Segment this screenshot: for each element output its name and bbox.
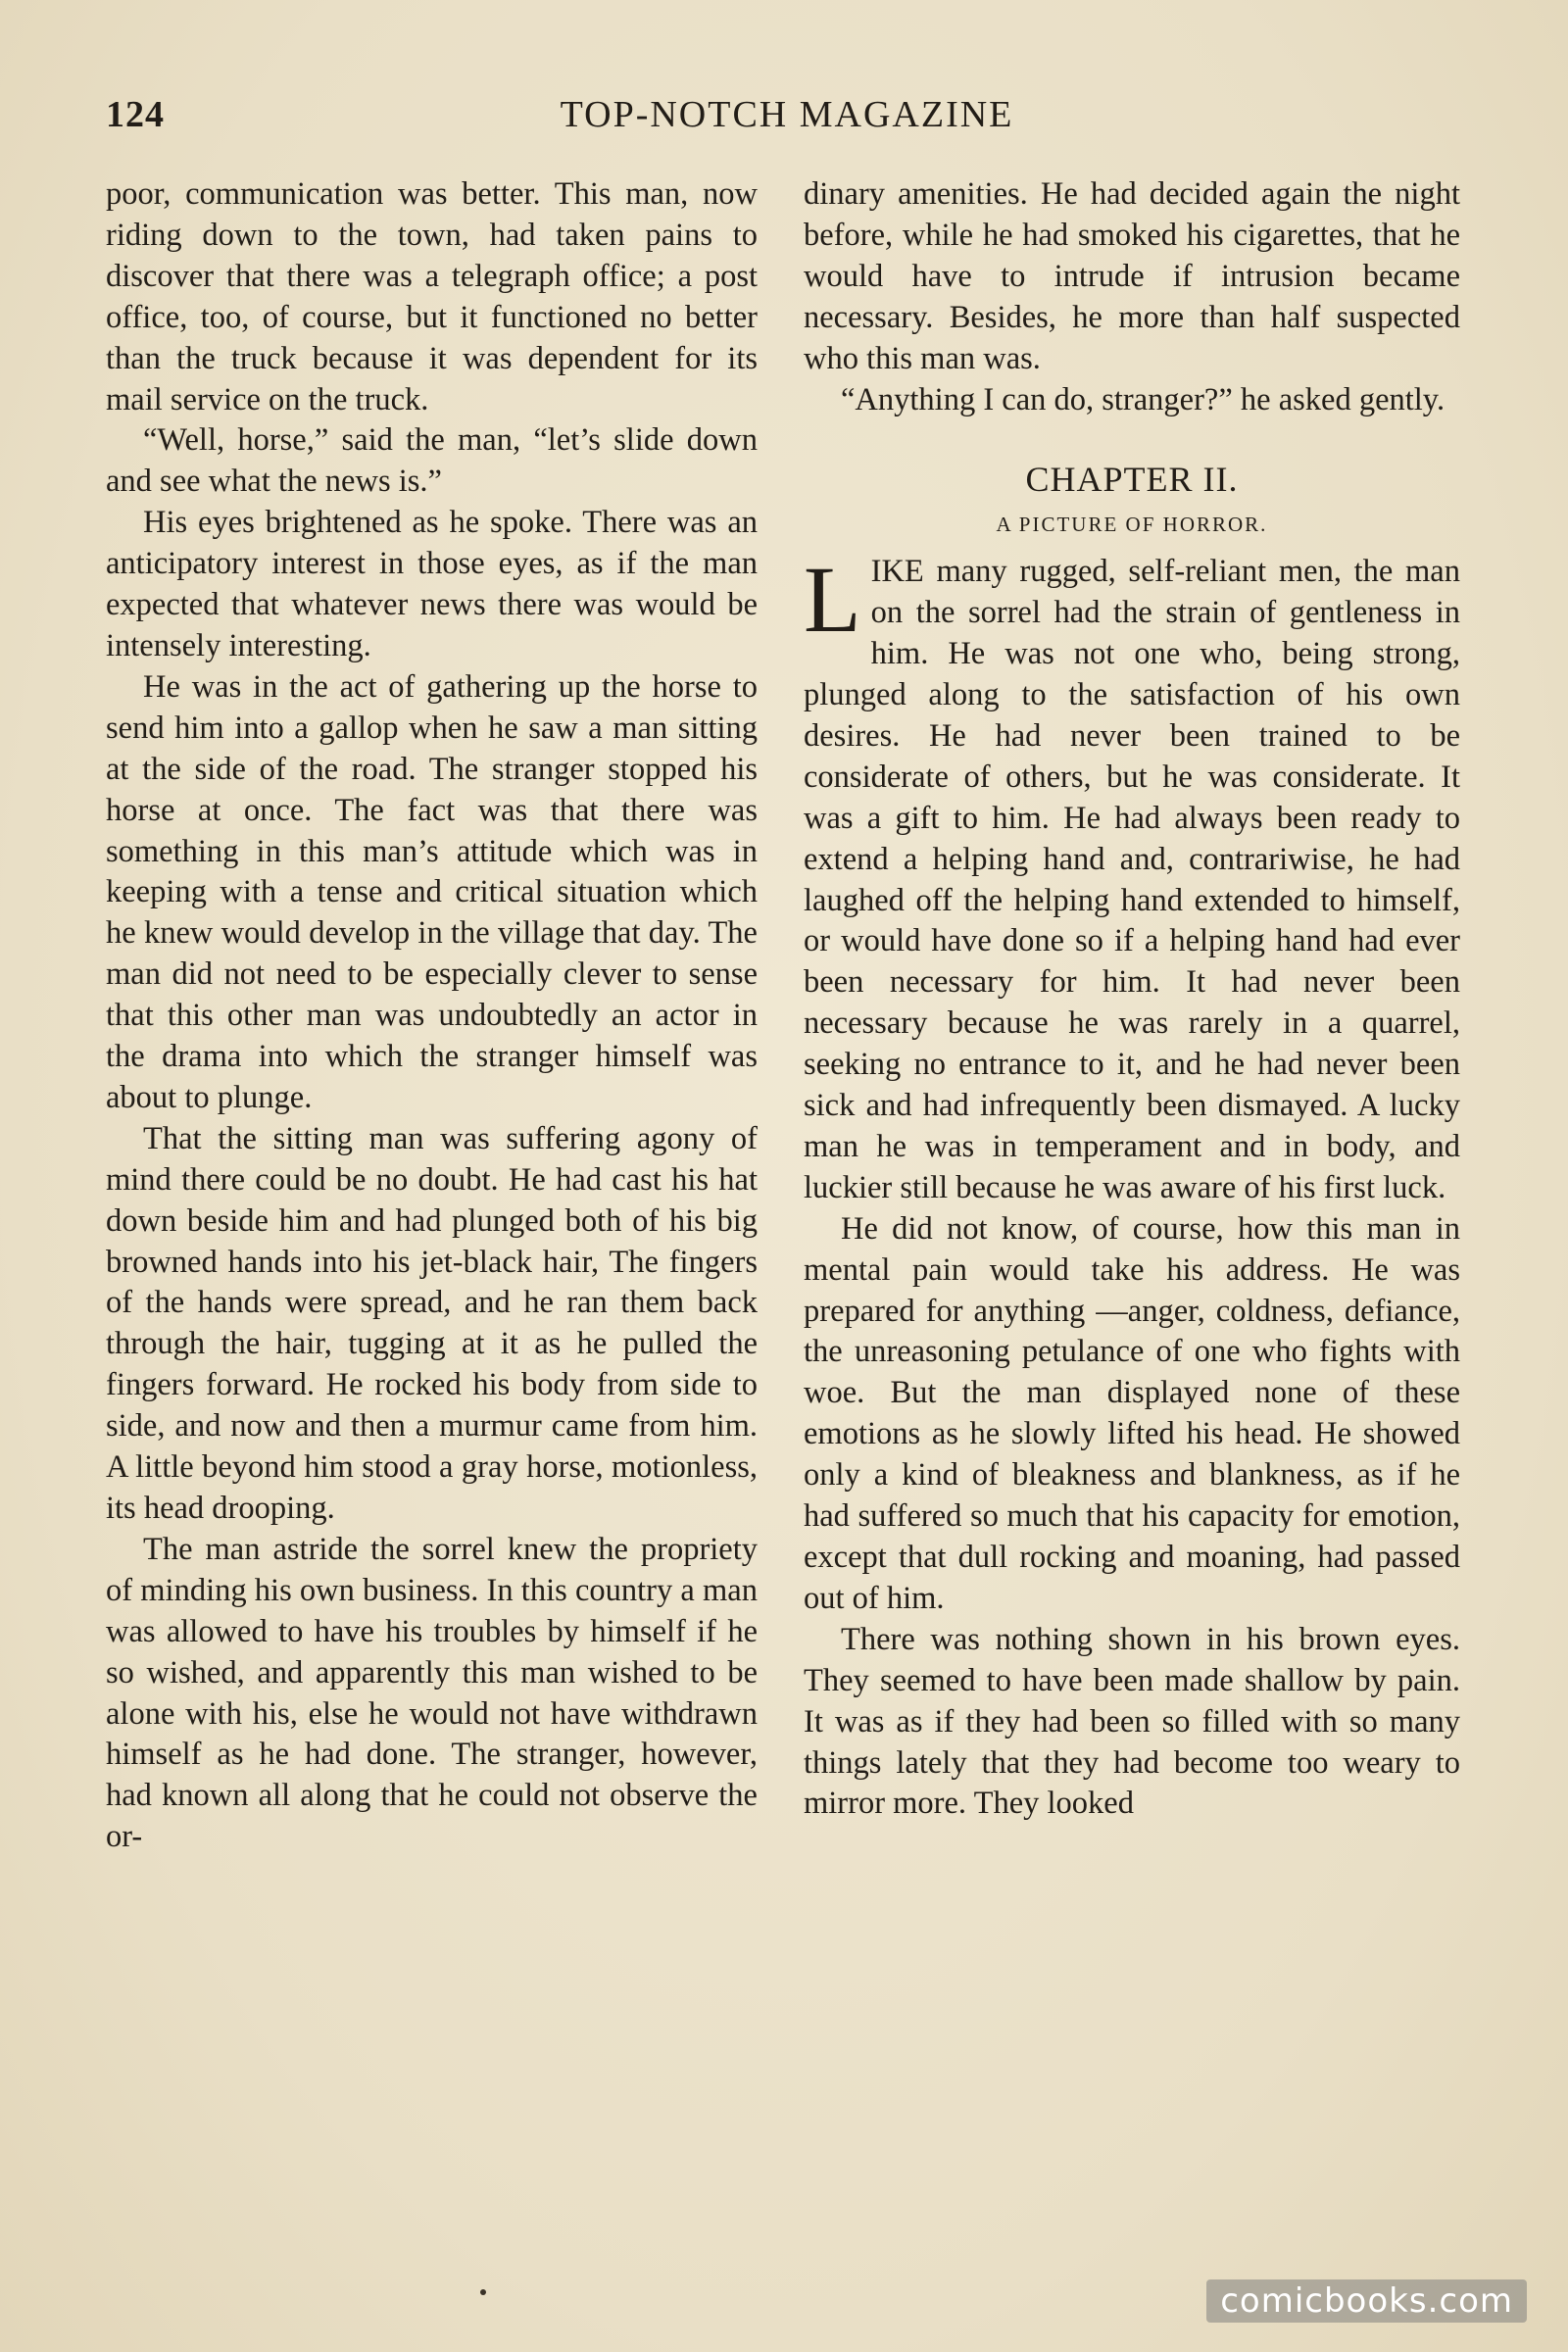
drop-cap: L xyxy=(804,547,861,653)
paragraph: He did not know, of course, how this man in mental pain would take his address. He was prepared for anything —anger, coldness, defiance, the unreasoning petulance of one who fights with woe. But the man displayed none of these emotions as he slowly lifted his head. He showed only a kind of bleakness and blankness, as if he had suffered so much that his capacity for emotion, except that dull rocking and moaning, had passed out of him. xyxy=(804,1210,1460,1616)
paragraph: He was in the act of gathering up the horse to send him into a gallop when he saw a man sitting at the side of the road. The stranger stopped his horse at once. The fact was that there was something in this man’s attitude which was in keeping with a tense and critical situation which he knew would develop in the village that day. The man did not need to be especially clever to sense that this other man was undoubtedly an actor in the drama into which the stranger himself was about to plunge. xyxy=(106,668,758,1115)
paragraph-text: IKE many rugged, self-reliant men, the man on the sorrel had the strain of gentleness in him. He was not one who, being strong, plunged along to the satisfaction of his own desires. He had never been trained to be considerate of others, but he was considerate. It was a gift to him. He had always been ready to extend a helping hand and, contrariwise, he had laughed off the helping hand extended to himself, or would have done so if a helping hand had ever been necessary for him. It had never been necessary because he was rarely in a quarrel, seeking no entrance to it, and he had never been sick and had infrequently been dismayed. A lucky man he was in temperament and in body, and luckier still because he was aware of his first luck. xyxy=(804,554,1460,1205)
chapter-opening-paragraph xyxy=(804,547,1460,1209)
watermark: comicbooks.com xyxy=(1206,2279,1527,2323)
ink-speck xyxy=(480,2289,486,2295)
paragraph: “Well, horse,” said the man, “let’s slide down and see what the news is.” xyxy=(106,422,758,500)
left-column xyxy=(106,174,758,1858)
running-head: TOP-NOTCH MAGAZINE xyxy=(560,94,1014,135)
chapter-heading: CHAPTER II. xyxy=(1025,460,1239,500)
right-column xyxy=(804,174,1460,1825)
paragraph: poor, communication was better. This man, now riding down to the town, had taken pains to discover that there was a telegraph office; a post office, too, of course, but it functioned no better than the truck because it was dependent for its mail service on the truck. xyxy=(106,176,758,417)
chapter-subtitle: A PICTURE OF HORROR. xyxy=(996,513,1268,537)
paragraph: There was nothing shown in his brown eyes. They seemed to have been made shallow by pain. It was as if they had been so filled with so many things lately that they had become too weary to mirror more. They looked xyxy=(804,1621,1460,1822)
paragraph: The man astride the sorrel knew the propriety of minding his own business. In this country a man was allowed to have his troubles by himself if he so wished, and apparently this man wished to be alone with his, else he would not have withdrawn himself as he had done. The stranger, however, had known all along that he could not observe the or- xyxy=(106,1531,758,1855)
paragraph: “Anything I can do, stranger?” he asked gently. xyxy=(841,381,1446,417)
paragraph: His eyes brightened as he spoke. There was an anticipatory interest in those eyes, as if the man expected that whatever news there was would be intensely interesting. xyxy=(106,505,758,663)
page-header xyxy=(106,93,1468,152)
paragraph: That the sitting man was suffering agony of mind there could be no doubt. He had cast his hat down beside him and had plunged both of his big browned hands into his jet-black hair, The fingers of the hands were spread, and he ran them back through the hair, tugging at it as he pulled the fingers forward. He rocked his body from side to side, and now and then a murmur came from him. A little beyond him stood a gray horse, motionless, its head drooping. xyxy=(106,1120,758,1526)
paragraph: dinary amenities. He had decided again the night before, while he had smoked his cigarettes, that he would have to intrude if intrusion became necessary. Besides, he more than half suspected who this man was. xyxy=(804,176,1460,376)
page-number: 124 xyxy=(106,94,165,135)
